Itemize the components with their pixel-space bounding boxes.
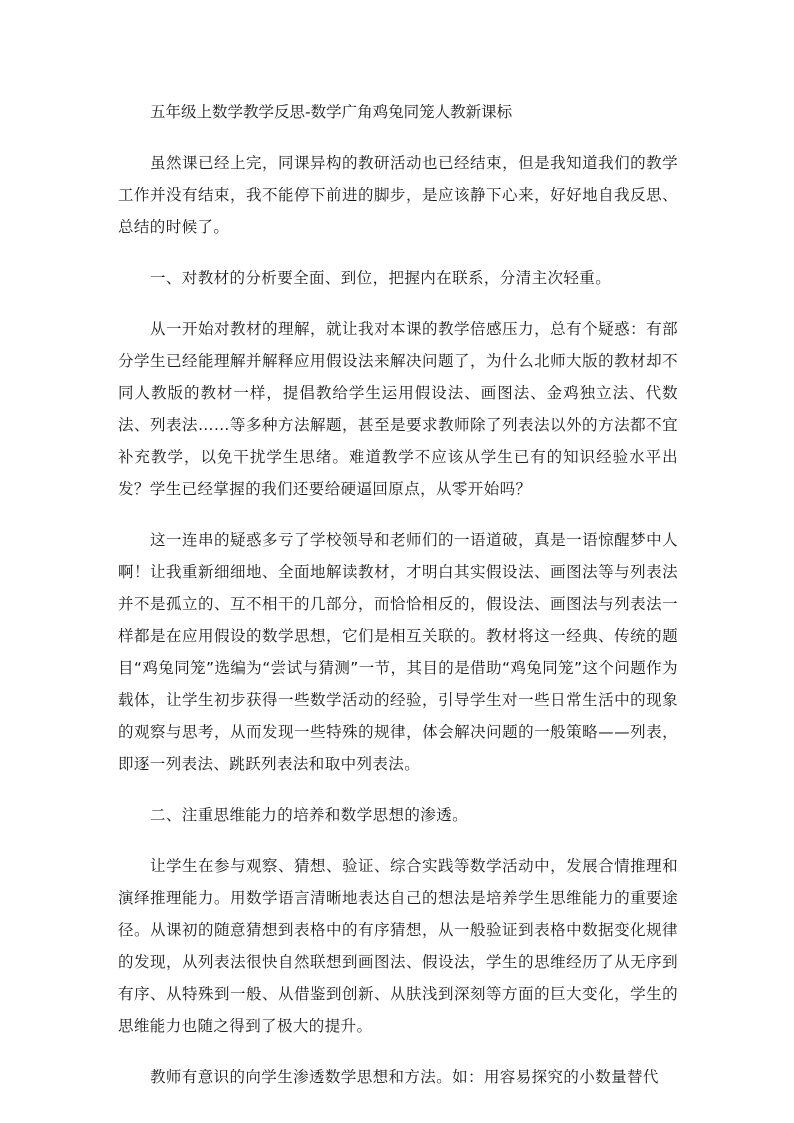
spacer bbox=[118, 831, 678, 850]
paragraph-textbook-insight: 这一连串的疑惑多亏了学校领导和老师们的一语道破，真是一语惊醒梦中人啊！让我重新细细地、全面地解读教材，才明白其实假设法、画图法等与列表法并不是孤立的、互不相干的几部分，而恰恰相反的，假设法、画图法与列表法一样都是在应用假设的数学思想，它们是相互关联的。教材将这一经典、传统的题目“鸡兔同笼”选编为“尝试与猜测”一节，其目的是借助“鸡兔同笼”这个问题作为载体，让学生初步获得一些数学活动的经验，引导学生对一些日常生活中的现象的观察与思考，从而发现一些特殊的规律，体会解决问题的一般策略——列表，即逐一列表法、跳跃列表法和取中列表法。 bbox=[118, 531, 678, 773]
section-heading-1: 一、对教材的分析要全面、到位，把握内在联系，分清主次轻重。 bbox=[150, 269, 612, 287]
paragraph-intro: 虽然课已经上完，同课异构的教研活动也已经结束，但是我知道我们的教学工作并没有结束，我不能停下前进的脚步，是应该静下心来，好好地自我反思、总结的时候了。 bbox=[118, 154, 678, 236]
spacer bbox=[118, 1042, 678, 1061]
spacer bbox=[118, 243, 678, 262]
document-page bbox=[118, 96, 678, 1093]
document-title: 五年级上数学教学反思-数学广角鸡兔同笼人教新课标 bbox=[150, 103, 513, 121]
paragraph-math-ideas: 教师有意识的向学生渗透数学思想和方法。如：用容易探究的小数量替代 bbox=[150, 1068, 659, 1086]
section-heading-2: 二、注重思维能力的培养和数学思想的渗透。 bbox=[150, 806, 469, 824]
spacer bbox=[118, 780, 678, 799]
spacer bbox=[118, 128, 678, 147]
paragraph-textbook-doubts: 从一开始对教材的理解，就让我对本课的教学倍感压力，总有个疑惑：有部分学生已经能理解并解释应用假设法来解决问题了，为什么北师大版的教材却不同人教版的教材一样，提倡教给学生运用假设法、画图法、金鸡独立法、代数法、列表法……等多种方法解题，甚至是要求教师除了列表法以外的方法都不宜补充教学，以免干扰学生思绪。难道教学不应该从学生已有的知识经验水平出发？学生已经掌握的我们还要给硬逼回原点，从零开始吗？ bbox=[118, 320, 678, 498]
spacer bbox=[118, 294, 678, 313]
paragraph-thinking-ability: 让学生在参与观察、猜想、验证、综合实践等数学活动中，发展合情推理和演绎推理能力。用数学语言清晰地表达自己的想法是培养学生思维能力的重要途径。从课初的随意猜想到表格中的有序猜想，从一般验证到表格中数据变化规律的发现，从列表法很快自然联想到画图法、假设法，学生的思维经历了从无序到有序、从特殊到一般、从借鉴到创新、从肤浅到深刻等方面的巨大变化，学生的思维能力也随之得到了极大的提升。 bbox=[118, 857, 678, 1035]
spacer bbox=[118, 505, 678, 524]
